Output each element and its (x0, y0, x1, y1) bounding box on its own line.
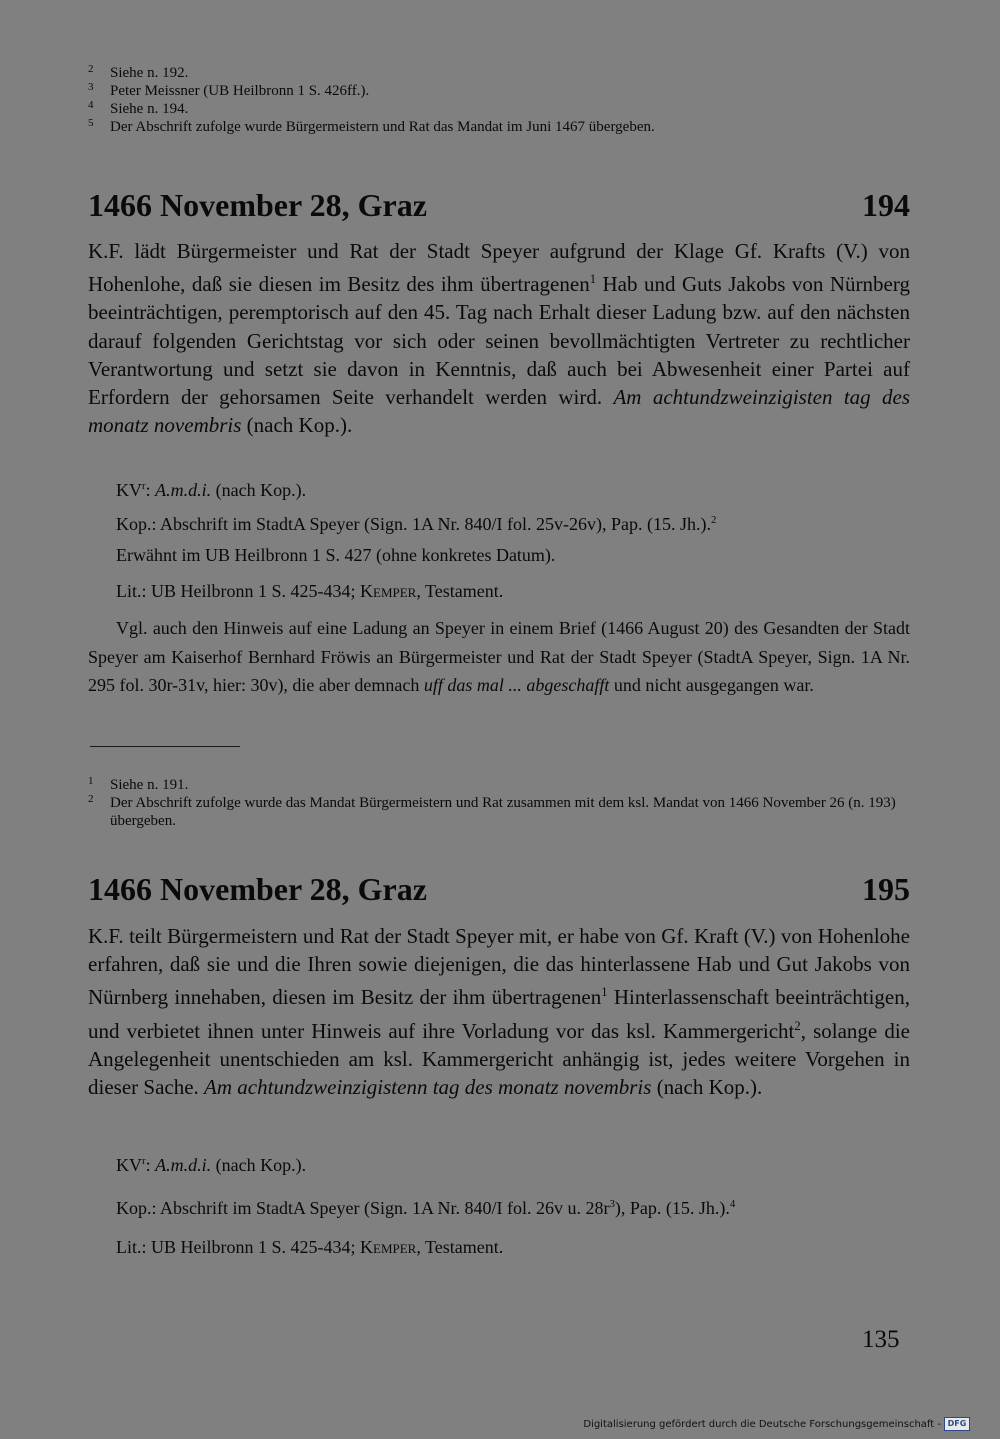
footnote (88, 794, 910, 830)
regest-text: Hinterlassenschaft beeinträchtigen, und verbietet ihnen unter Hinweis auf ihre Vorladung vor das ksl. Kammergericht (88, 985, 910, 1043)
entry-number: 195 (862, 871, 910, 907)
regest-text: K.F. teilt Bürgermeistern und Rat der Stadt Speyer mit, er habe von Gf. Kraft (V.) von Hohenlohe erfahren, daß sie und die Ihren sowie diejenigen, die das hinterlassene Hab und Gut Jakobs von Nürnberg innehaben, diesen im Besitz der ihm übertragenen (88, 924, 910, 1010)
entry-date-place: 1466 November 28, Graz (88, 187, 427, 223)
regest-quote: Am achtundzweinzigisten tag des monatz novembris (88, 385, 910, 438)
kv-sup: r (142, 1155, 146, 1167)
mid-footnotes (88, 776, 910, 830)
footnote-number: 5 (88, 117, 94, 129)
kv-label: KV (116, 1155, 142, 1175)
lit-author: Kemper (360, 1237, 417, 1257)
footnote-number: 2 (88, 63, 94, 75)
footnote-text: Peter Meissner (UB Heilbronn 1 S. 426ff.). (110, 83, 370, 99)
footnote-divider (90, 746, 240, 747)
footnote-number: 4 (88, 99, 94, 111)
lit-line (116, 580, 910, 602)
footnote (88, 118, 910, 136)
regest-text: Hab und Guts Jakobs von Nürnberg beeinträchtigen, peremptorisch auf den 45. Tag nach Erhalt dieser Ladung bzw. auf den nächsten darauf folgenden Gerichtstag vor sich oder seinen bevollmächtigten Vertreter zu rechtlicher Verantwortung und setzt sie davon in Kenntnis, daß auch bei Abwesenheit einer Partei auf Erfordern der gehorsamen Seite verhandelt werden wird. (88, 272, 910, 410)
page-number: 135 (862, 1326, 900, 1353)
kv-sep: : (145, 480, 156, 500)
kv-value: A.m.d.i. (155, 480, 212, 500)
footnote (88, 776, 910, 794)
kop-line (116, 1193, 910, 1219)
kop-text: Kop.: Abschrift im StadtA Speyer (Sign. 1A Nr. 840/I fol. 25v-26v), Pap. (15. Jh.). (116, 514, 711, 534)
kv-end: (nach Kop.). (211, 480, 307, 500)
kv-label: KV (116, 480, 142, 500)
regest-text: K.F. lädt Bürgermeister und Rat der Stadt Speyer aufgrund der Klage Gf. Krafts (V.) von Hohenlohe, daß sie diesen im Besitz des ihm übertragenen (88, 239, 910, 297)
footnote-ref: 4 (729, 1198, 736, 1210)
footnote (88, 100, 910, 118)
footnote (88, 64, 910, 82)
footnote-number: 1 (88, 775, 94, 787)
footnote-ref: 2 (794, 1018, 801, 1033)
kv-line (116, 475, 910, 501)
footnote-text: Der Abschrift zufolge wurde Bürgermeistern und Rat das Mandat im Juni 1467 übergeben. (110, 119, 655, 135)
regest-text: (nach Kop.). (241, 413, 353, 438)
top-footnotes (88, 64, 910, 136)
lit-text: , Testament. (416, 1237, 504, 1257)
kv-end: (nach Kop.). (211, 1155, 307, 1175)
kv-sup: r (142, 480, 146, 492)
kv-line (116, 1150, 910, 1176)
regest-text: , solange die Angelegenheit unentschieden am ksl. Kammergericht anhängig ist, jedes weitere Vorgehen in dieser Sache. (88, 1018, 910, 1100)
kv-sep: : (145, 1155, 156, 1175)
kop-text: ), Pap. (15. Jh.). (614, 1198, 730, 1218)
entry-date-place: 1466 November 28, Graz (88, 871, 427, 907)
vgl-text: Vgl. auch den Hinweis auf eine Ladung an Speyer in einem Brief (1466 August 20) des Gesandten der Stadt Speyer am Kaiserhof Bernhard Fröwis an Bürgermeister und Rat der Stadt Speyer (StadtA Speyer, Sign. 1A Nr. 295 fol. 30r-31v, hier: 30v), die aber demnach (88, 618, 910, 695)
lit-line (116, 1236, 910, 1258)
vgl-text: und nicht ausgegangen war. (609, 675, 814, 695)
footnote-ref: 3 (609, 1198, 615, 1210)
footnote-ref: 1 (589, 272, 596, 287)
entry-number: 194 (862, 187, 910, 223)
dfg-logo-icon: DFG (944, 1417, 970, 1431)
lit-author: Kemper (360, 581, 417, 601)
regest-quote: Am achtundzweinzigistenn tag des monatz novembris (204, 1075, 652, 1100)
entry-195-heading (88, 870, 910, 908)
vgl-paragraph (88, 614, 910, 700)
footnote-number: 2 (88, 793, 94, 805)
footer-text: Digitalisierung gefördert durch die Deutsche Forschungsgemeinschaft - (583, 1418, 941, 1430)
entry-194-heading (88, 186, 910, 224)
regest-text: (nach Kop.). (651, 1075, 763, 1100)
footnote (88, 82, 910, 100)
kv-value: A.m.d.i. (155, 1155, 212, 1175)
footnote-ref: 1 (601, 985, 608, 1000)
footnote-text: Siehe n. 192. (110, 65, 189, 81)
footnote-ref: 2 (710, 514, 717, 526)
footnote-text: Siehe n. 194. (110, 101, 189, 117)
kop-text: Kop.: Abschrift im StadtA Speyer (Sign. 1A Nr. 840/I fol. 26v u. 28r (116, 1198, 610, 1218)
vgl-quote: uff das mal ... abgeschafft (423, 675, 610, 695)
dfg-footer (583, 1417, 970, 1431)
entry-195-regest (88, 922, 910, 1101)
footnote-number: 3 (88, 81, 94, 93)
lit-text: , Testament. (416, 581, 504, 601)
erwaehnt-line: Erwähnt im UB Heilbronn 1 S. 427 (ohne konkretes Datum). (116, 545, 556, 565)
kop-line (116, 509, 910, 535)
footnote-text: Siehe n. 191. (110, 777, 189, 793)
entry-194-regest (88, 237, 910, 439)
lit-text: Lit.: UB Heilbronn 1 S. 425-434; (116, 1237, 360, 1257)
footnote-text: Der Abschrift zufolge wurde das Mandat Bürgermeistern und Rat zusammen mit dem ksl. Mandat von 1466 November 26 (n. 193) übergeben. (110, 795, 896, 829)
lit-text: Lit.: UB Heilbronn 1 S. 425-434; (116, 581, 360, 601)
